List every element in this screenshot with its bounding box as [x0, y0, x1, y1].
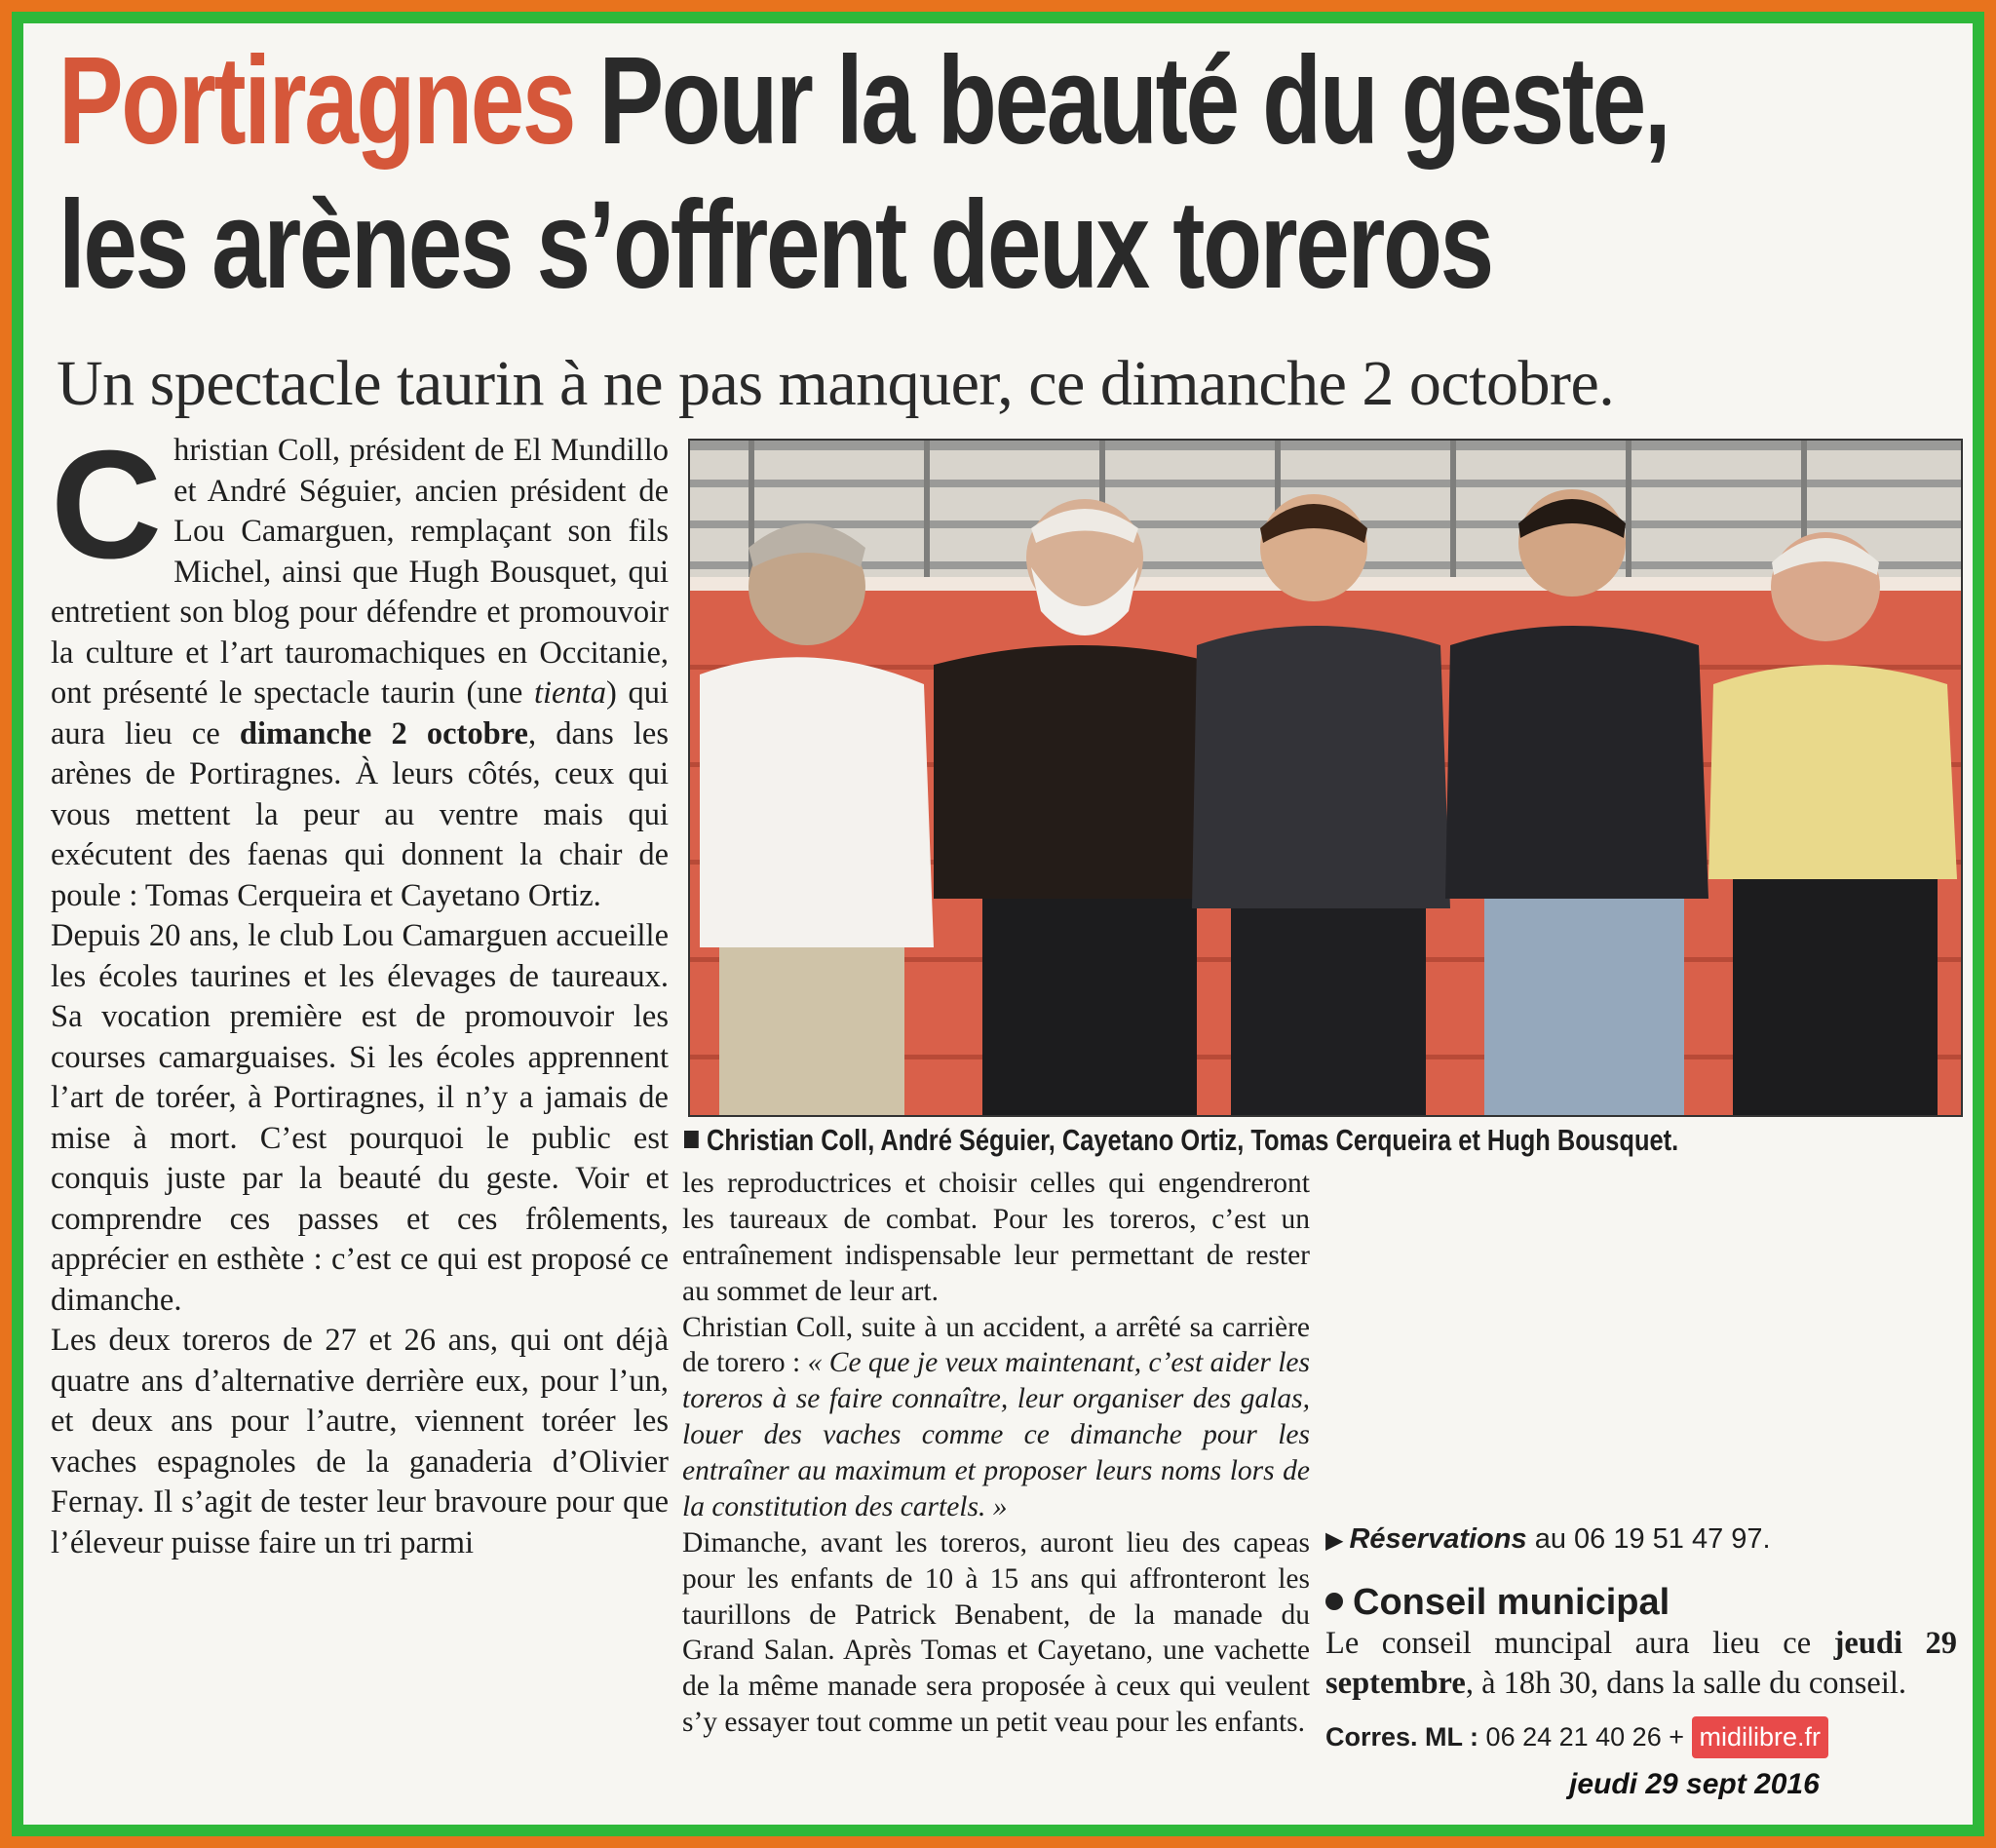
intro-text-b: ) qui aura lieu ce: [51, 675, 669, 751]
article-column-1: [51, 419, 669, 1563]
tienta-term: tienta: [533, 675, 606, 711]
conseil-text-b: , à 18h 30, dans la salle du conseil.: [1465, 1666, 1907, 1701]
reservations-line: [1325, 1520, 1957, 1561]
reservations-label: Réservations: [1349, 1523, 1527, 1555]
photo-illustration: [690, 441, 1961, 1115]
paragraph-club: Depuis 20 ans, le club Lou Camarguen accueille les écoles taurines et les élevages de taureaux. Sa vocation première est de promouvoir les courses camarguaises. Si les écoles apprennent l’art de toréer, à Portiragnes, il n’y a jamais de mise à mort. C’est pourquoi le public est conquis juste par la beauté du geste. Voir et comprendre ces passes et ces frôlements, apprécier en esthète : c’est ce qui est proposé ce dimanche.: [51, 918, 669, 1318]
conseil-title-text: Conseil municipal: [1353, 1581, 1670, 1623]
newspaper-clipping: [23, 23, 1973, 1825]
bullet-icon: [1325, 1593, 1343, 1610]
paragraph-toreros: Les deux toreros de 27 et 26 ans, qui ont déjà quatre ans d’alternative derrière eux, pour l’un, et deux ans pour l’autre, viennent toréer les vaches espagnoles de la ganaderia d’Olivier Fernay. Il s’agit de tester leur bravoure pour que l’éleveur puisse faire un tri parmi: [51, 1323, 669, 1560]
article-column-3: [1325, 1166, 1957, 1758]
correspondent-line: [1325, 1716, 1957, 1759]
intro-text-c: , dans les arènes de Portiragnes. À leurs côtés, ceux qui vous mettent la peur au ventre mais qui exécutent des faenas qui donnent la chair de poule : Tomas Cerqueira et Cayetano Ortiz.: [51, 715, 669, 913]
midilibre-badge: midilibre.fr: [1692, 1716, 1829, 1759]
arrow-icon: ▶: [1325, 1527, 1344, 1554]
headline: [58, 29, 1670, 318]
headline-line2: les arènes s’offrent deux toreros: [58, 175, 1492, 315]
corres-phone: 06 24 21 40 26 +: [1485, 1721, 1684, 1752]
quote-intro: Christian Coll, suite à un accident, a arrêté sa carrière de torero :: [682, 1311, 1310, 1379]
paragraph-dimanche: Dimanche, avant les toreros, auront lieu des capeas pour les enfants de 10 à 15 ans qui affronteront les taurillons de Patrick Benabent, de la manade du Grand Salan. Après Tomas et Cayetano, une vachette de la même manade sera proposée à ceux qui veulent s’y essayer tout comme un petit veau pour les enfants.: [682, 1526, 1310, 1739]
conseil-text-a: Le conseil muncipal aura lieu ce: [1325, 1625, 1834, 1661]
photo-caption: [684, 1123, 1678, 1158]
corres-label: Corres. ML :: [1325, 1721, 1479, 1752]
group-photo: [688, 439, 1963, 1117]
quote-text: « Ce que je veux maintenant, c’est aider les toreros à se faire connaître, leur organiser des galas, louer des vaches comme ce dimanche pour les entraîner au maximum et proposer leurs noms lors de la constitution des cartels. »: [682, 1347, 1310, 1522]
caption-square-icon: [684, 1131, 699, 1148]
paragraph-reproductrices: les reproductrices et choisir celles qui engendreront les taureaux de combat. Pour les toreros, c’est un entraînement indispensable leur permettant de rester au sommet de leur art.: [682, 1168, 1310, 1307]
paragraph-quote: [682, 1310, 1310, 1525]
article-column-2: [682, 1166, 1310, 1741]
conseil-title: [1325, 1581, 1957, 1624]
drop-cap: C: [51, 419, 163, 591]
event-date: dimanche 2 octobre: [239, 715, 528, 751]
reservations-phone: au 06 19 51 47 97.: [1534, 1523, 1771, 1555]
headline-town: Portiragnes: [58, 31, 575, 171]
subheadline: Un spectacle taurin à ne pas manquer, ce dimanche 2 octobre.: [57, 348, 1615, 419]
caption-text: Christian Coll, André Séguier, Cayetano Ortiz, Tomas Cerqueira et Hugh Bousquet.: [706, 1123, 1679, 1157]
intro-text: hristian Coll, président de El Mundillo et André Séguier, ancien président de Lou Camarguen, remplaçant son fils Michel, ainsi que Hugh Bousquet, qui entretient son blog pour défendre et promouvoir la culture et l’art tauromachiques en Occitanie, ont présenté le spectacle taurin (une: [51, 433, 669, 711]
date-stamp: jeudi 29 sept 2016: [1569, 1768, 1820, 1800]
headline-line1: Pour la beauté du geste,: [598, 31, 1670, 171]
conseil-text: [1325, 1624, 1957, 1705]
paragraph-intro: [51, 419, 669, 916]
conseil-date: jeudi 29 septembre: [1325, 1625, 1957, 1701]
